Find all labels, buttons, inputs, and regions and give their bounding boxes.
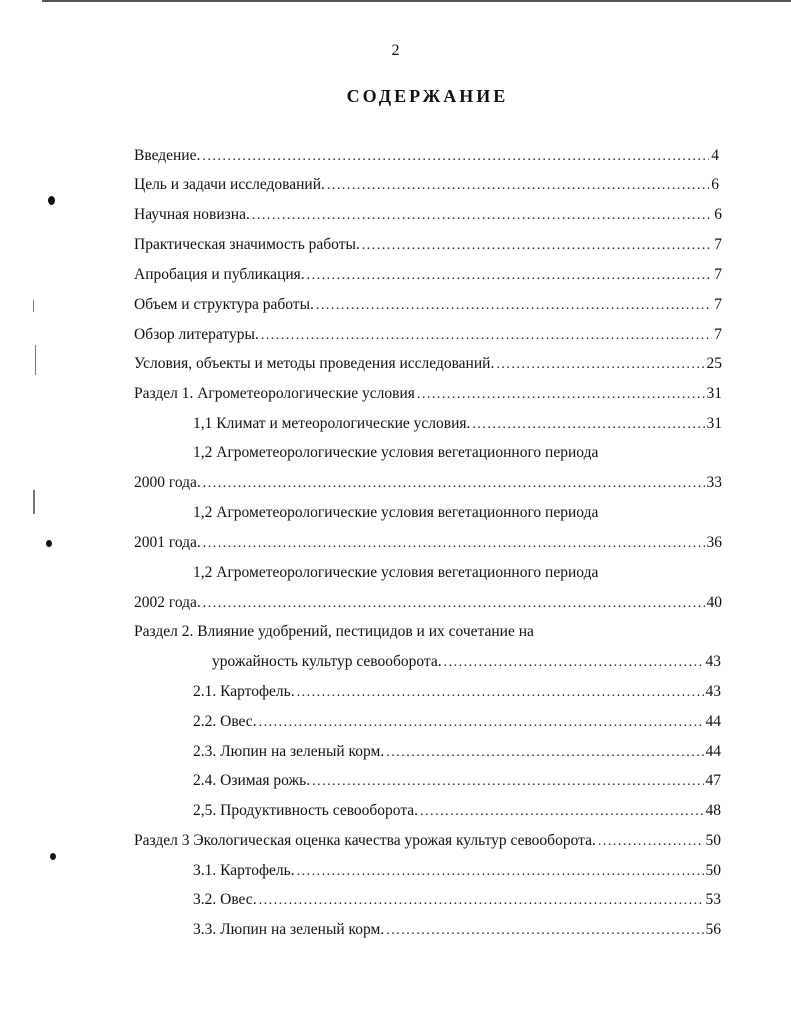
leader-dots bbox=[316, 296, 712, 314]
leader-dots bbox=[202, 147, 709, 165]
toc-entry-label: 3.1. Картофель. bbox=[193, 862, 295, 879]
leader-dots bbox=[420, 802, 703, 820]
toc-entry-label-continued: урожайность культур севооборота. bbox=[212, 653, 442, 670]
leader-dots bbox=[203, 534, 705, 552]
toc-entry-page: 40 bbox=[706, 594, 722, 611]
toc-entry-page: 6 bbox=[714, 206, 722, 223]
leader-dots bbox=[252, 206, 712, 224]
toc-entry-page: 36 bbox=[706, 534, 722, 551]
toc-entry-page: 43 bbox=[705, 683, 721, 700]
toc-entry-label: 2.1. Картофель. bbox=[193, 683, 295, 700]
toc-entry[interactable] bbox=[134, 594, 722, 614]
leader-dots bbox=[261, 326, 712, 344]
leader-dots bbox=[598, 832, 704, 850]
toc-entry-page: 48 bbox=[705, 802, 721, 819]
toc-entry-page: 50 bbox=[705, 832, 721, 849]
leader-dots bbox=[472, 415, 704, 433]
toc-entry[interactable] bbox=[212, 653, 721, 673]
toc-entry[interactable] bbox=[193, 683, 721, 703]
leader-dots bbox=[259, 891, 704, 909]
toc-entry-page: 6 bbox=[711, 176, 719, 193]
toc-entry-label-continued: 2000 года. bbox=[134, 474, 201, 491]
leader-dots bbox=[312, 772, 703, 790]
toc-entry[interactable] bbox=[193, 415, 722, 435]
toc-entry-label: Объем и структура работы. bbox=[134, 296, 314, 313]
leader-dots bbox=[386, 743, 703, 761]
toc-entry[interactable] bbox=[134, 176, 719, 196]
toc-entry[interactable] bbox=[193, 862, 721, 882]
toc-entry-label: 2.2. Овес. bbox=[193, 713, 257, 730]
toc-entry-label: 1,2 Агрометеорологические условия вегетационного периода bbox=[193, 564, 599, 581]
toc-entry-page: 31 bbox=[706, 415, 722, 432]
leader-dots bbox=[496, 355, 704, 373]
toc-entry-label: Практическая значимость работы. bbox=[134, 236, 360, 253]
toc-entry-page: 4 bbox=[711, 147, 719, 164]
toc-entry[interactable] bbox=[193, 772, 721, 792]
toc-entry[interactable] bbox=[134, 474, 722, 494]
leader-dots bbox=[297, 862, 704, 880]
toc-entry-label-continued: 2002 года. bbox=[134, 594, 201, 611]
toc-entry[interactable] bbox=[134, 147, 719, 167]
leader-dots bbox=[297, 683, 704, 701]
toc-entry[interactable] bbox=[134, 832, 721, 852]
toc-entry-page: 33 bbox=[706, 474, 722, 491]
leader-dots bbox=[386, 921, 703, 939]
toc-entry-label-continued: 2001 года. bbox=[134, 534, 201, 551]
toc-entry-page: 53 bbox=[705, 891, 721, 908]
toc-entry[interactable] bbox=[134, 296, 722, 316]
toc-entry[interactable] bbox=[134, 326, 722, 346]
toc-entry[interactable] bbox=[193, 802, 721, 822]
toc-entry-label: 2.3. Люпин на зеленый корм. bbox=[193, 743, 385, 760]
toc-entry-label: 3.2. Овес. bbox=[193, 891, 257, 908]
toc-entry[interactable] bbox=[193, 891, 721, 911]
toc-entry-page: 7 bbox=[714, 296, 722, 313]
toc-entry[interactable] bbox=[134, 206, 722, 226]
leader-dots bbox=[362, 236, 712, 254]
toc-entry-page: 25 bbox=[706, 355, 722, 372]
toc-entry-label: Раздел 3 Экологическая оценка качества урожая культур севооборота. bbox=[134, 832, 596, 849]
toc-entry-page: 7 bbox=[714, 236, 722, 253]
toc-entry[interactable] bbox=[134, 236, 722, 256]
toc-entry-page: 31 bbox=[706, 385, 722, 402]
toc-entry-label: 1,1 Климат и метеорологические условия. bbox=[193, 415, 471, 432]
toc-entry-label: 1,2 Агрометеорологические условия вегетационного периода bbox=[193, 444, 599, 461]
toc-entry-label: Научная новизна. bbox=[134, 206, 250, 223]
toc-entry[interactable] bbox=[193, 921, 721, 941]
toc-entry-page: 7 bbox=[714, 326, 722, 343]
toc-entry-label: Апробация и публикация. bbox=[134, 266, 305, 283]
toc-entry-label: Цель и задачи исследований. bbox=[134, 176, 325, 193]
toc-entry[interactable] bbox=[134, 534, 722, 554]
leader-dots bbox=[327, 176, 709, 194]
toc-entry[interactable] bbox=[193, 713, 721, 733]
toc-entry[interactable] bbox=[134, 385, 722, 405]
toc-entry-label: 2,5. Продуктивность севооборота. bbox=[193, 802, 419, 819]
toc-entry-label: Раздел 2. Влияние удобрений, пестицидов и их сочетание на bbox=[134, 623, 534, 640]
leader-dots bbox=[203, 474, 705, 492]
toc-entry-label: Условия, объекты и методы проведения исследований. bbox=[134, 355, 495, 372]
toc-entry-label: 2.4. Озимая рожь. bbox=[193, 772, 311, 789]
toc-entry-page: 44 bbox=[705, 743, 721, 760]
toc-entry-page: 50 bbox=[705, 862, 721, 879]
toc-entry-page: 7 bbox=[714, 266, 722, 283]
toc-entry-label: 3.3. Люпин на зеленый корм. bbox=[193, 921, 385, 938]
toc-entry-label: 1,2 Агрометеорологические условия вегетационного периода bbox=[193, 504, 599, 521]
leader-dots bbox=[307, 266, 713, 284]
toc-entry-label: Введение. bbox=[134, 147, 201, 164]
leader-dots bbox=[444, 653, 704, 671]
toc-entry[interactable] bbox=[193, 743, 721, 763]
toc-entry-page: 44 bbox=[705, 713, 721, 730]
toc-entry[interactable] bbox=[134, 266, 722, 286]
toc-entry-page: 43 bbox=[705, 653, 721, 670]
toc-entry[interactable] bbox=[134, 355, 722, 375]
leader-dots bbox=[259, 713, 704, 731]
toc-entry-page: 56 bbox=[705, 921, 721, 938]
leader-dots bbox=[203, 594, 705, 612]
toc-entry-label: Раздел 1. Агрометеорологические условия bbox=[134, 385, 415, 402]
leader-dots bbox=[417, 385, 705, 403]
toc-title: СОДЕРЖАНИЕ bbox=[346, 86, 509, 106]
page-number: 2 bbox=[391, 42, 400, 59]
toc-entry-page: 47 bbox=[705, 772, 721, 789]
toc-entry-label: Обзор литературы. bbox=[134, 326, 259, 343]
